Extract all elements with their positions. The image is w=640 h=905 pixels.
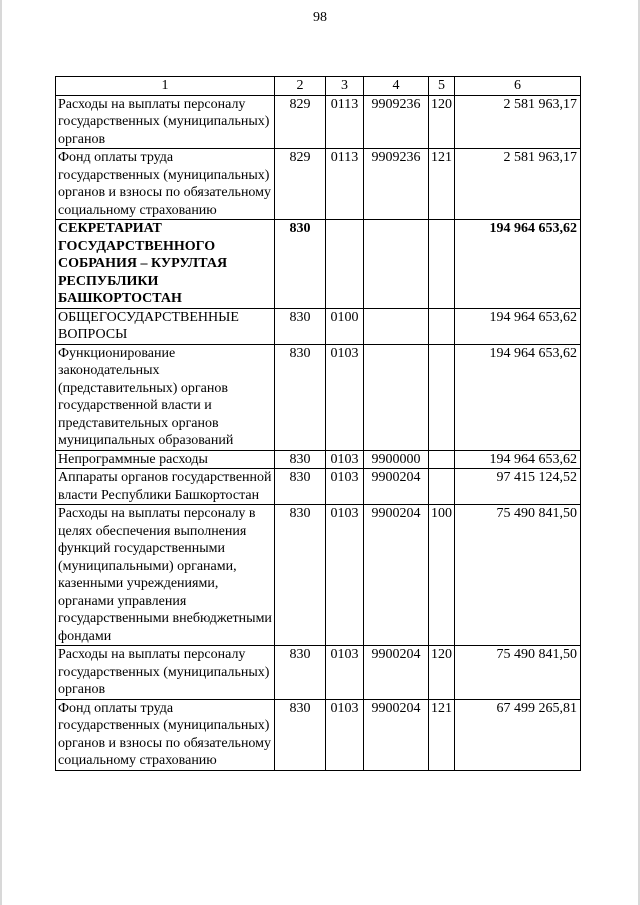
expense-name-cell: ОБЩЕГОСУДАРСТВЕННЫЕ ВОПРОСЫ [56,308,275,344]
expense-name-cell: Расходы на выплаты персоналу в целях обеспечения выполнения функций государственными (муниципальными) органами, казенными учреждениями, органами управления государственными внебюджетными фондами [56,505,275,646]
section-code-cell: 0113 [326,149,364,220]
table-row [56,505,581,646]
article-code-cell: 9900204 [364,699,429,770]
ministry-code-cell: 829 [275,149,326,220]
amount-cell: 75 490 841,50 [455,646,581,700]
page-number: 98 [313,10,327,25]
expense-name-cell: Непрограммные расходы [56,450,275,469]
column-header: 6 [455,77,581,96]
table-body [56,95,581,770]
expense-name-cell: Фонд оплаты труда государственных (муниципальных) органов и взносы по обязательному социальному страхованию [56,149,275,220]
ministry-code-cell: 830 [275,220,326,309]
column-header: 3 [326,77,364,96]
article-code-cell: 9900204 [364,469,429,505]
ministry-code-cell: 829 [275,95,326,149]
expense-name-cell: Расходы на выплаты персоналу государственных (муниципальных) органов [56,646,275,700]
expense-name-cell: СЕКРЕТАРИАТ ГОСУДАРСТВЕННОГО СОБРАНИЯ – КУРУЛТАЯ РЕСПУБЛИКИ БАШКОРТОСТАН [56,220,275,309]
section-code-cell: 0103 [326,646,364,700]
column-header: 5 [429,77,455,96]
table-row [56,149,581,220]
section-code-cell: 0103 [326,699,364,770]
amount-cell: 194 964 653,62 [455,220,581,309]
expense-type-cell: 120 [429,95,455,149]
ministry-code-cell: 830 [275,699,326,770]
table-header-row [56,77,581,96]
article-code-cell: 9900204 [364,505,429,646]
table-row [56,699,581,770]
column-header: 1 [56,77,275,96]
section-code-cell: 0103 [326,469,364,505]
ministry-code-cell: 830 [275,646,326,700]
table-row [56,220,581,309]
section-code-cell: 0100 [326,308,364,344]
amount-cell: 194 964 653,62 [455,344,581,450]
ministry-code-cell: 830 [275,344,326,450]
table-row [56,450,581,469]
table-row [56,308,581,344]
expense-type-cell [429,344,455,450]
article-code-cell [364,308,429,344]
ministry-code-cell: 830 [275,469,326,505]
expense-name-cell: Аппараты органов государственной власти Республики Башкортостан [56,469,275,505]
section-code-cell: 0103 [326,450,364,469]
article-code-cell: 9909236 [364,95,429,149]
budget-table [55,76,581,771]
expense-type-cell [429,220,455,309]
section-code-cell: 0113 [326,95,364,149]
expense-type-cell: 121 [429,149,455,220]
amount-cell: 97 415 124,52 [455,469,581,505]
article-code-cell: 9900204 [364,646,429,700]
article-code-cell [364,344,429,450]
table-row [56,95,581,149]
article-code-cell: 9909236 [364,149,429,220]
amount-cell: 2 581 963,17 [455,149,581,220]
section-code-cell [326,220,364,309]
article-code-cell: 9900000 [364,450,429,469]
expense-name-cell: Функционирование законодательных (представительных) органов государственной власти и представительных органов муниципальных образований [56,344,275,450]
expense-type-cell [429,450,455,469]
expense-type-cell [429,308,455,344]
amount-cell: 194 964 653,62 [455,308,581,344]
table-row [56,469,581,505]
column-header: 4 [364,77,429,96]
article-code-cell [364,220,429,309]
column-header: 2 [275,77,326,96]
expense-type-cell: 100 [429,505,455,646]
scan-edge-left [0,0,2,905]
ministry-code-cell: 830 [275,308,326,344]
expense-type-cell: 121 [429,699,455,770]
table-row [56,344,581,450]
expense-type-cell [429,469,455,505]
table-row [56,646,581,700]
amount-cell: 2 581 963,17 [455,95,581,149]
section-code-cell: 0103 [326,505,364,646]
ministry-code-cell: 830 [275,450,326,469]
section-code-cell: 0103 [326,344,364,450]
expense-type-cell: 120 [429,646,455,700]
expense-name-cell: Фонд оплаты труда государственных (муниципальных) органов и взносы по обязательному социальному страхованию [56,699,275,770]
amount-cell: 75 490 841,50 [455,505,581,646]
amount-cell: 67 499 265,81 [455,699,581,770]
ministry-code-cell: 830 [275,505,326,646]
amount-cell: 194 964 653,62 [455,450,581,469]
expense-name-cell: Расходы на выплаты персоналу государственных (муниципальных) органов [56,95,275,149]
